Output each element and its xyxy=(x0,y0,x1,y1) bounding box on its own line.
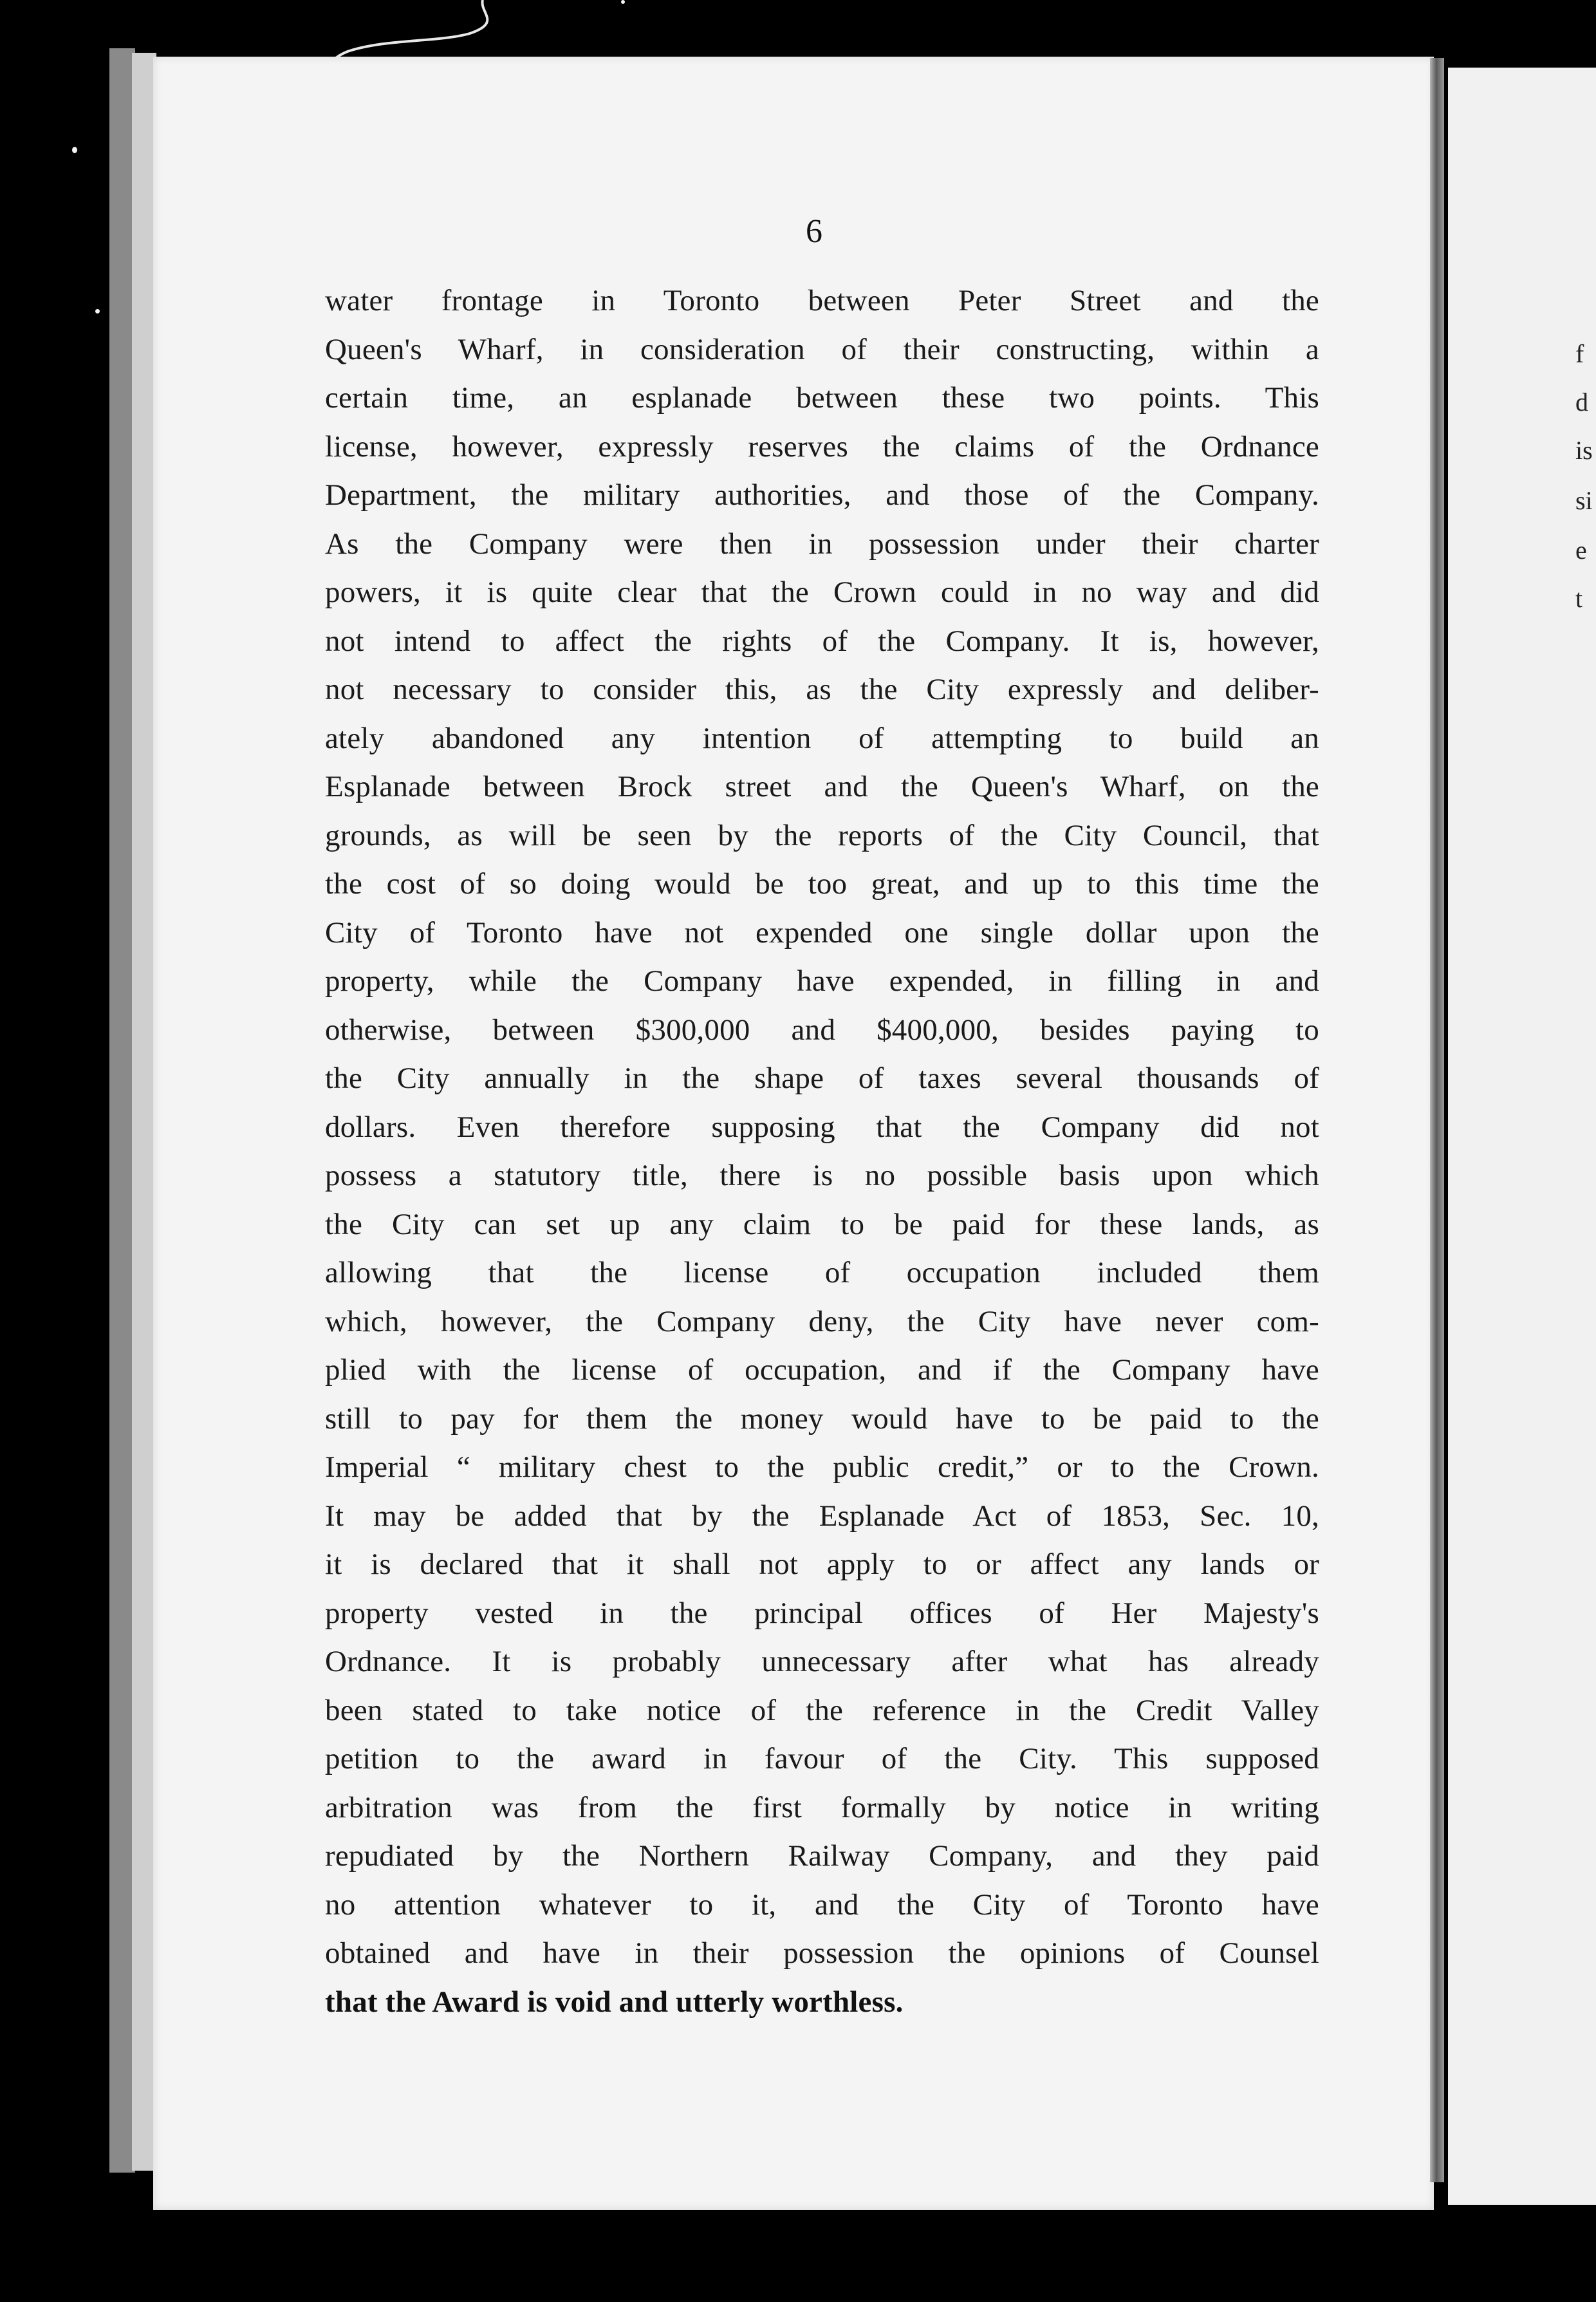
text-line: not intend to affect the rights of the Company. It is, however, xyxy=(325,624,1319,658)
text-line: Imperial “ military chest to the public credit,” or to the Crown. xyxy=(325,1450,1319,1484)
page-stack-edge xyxy=(109,48,135,2173)
page-number: 6 xyxy=(806,213,822,250)
text-line: which, however, the Company deny, the City have never com- xyxy=(325,1304,1319,1338)
text-line: still to pay for them the money would have to be paid to the xyxy=(325,1401,1319,1436)
text-line: powers, it is quite clear that the Crown could in no way and did xyxy=(325,576,1319,609)
scan-speck xyxy=(72,147,77,153)
body-text xyxy=(325,277,1319,2026)
text-line: City of Toronto have not expended one single dollar upon the xyxy=(325,915,1319,950)
text-line: not necessary to consider this, as the City expressly and deliber- xyxy=(325,673,1319,706)
text-line: As the Company were then in possession under their charter xyxy=(325,527,1319,561)
text-line: water frontage in Toronto between Peter Street and the xyxy=(325,284,1319,317)
text-line: it is declared that it shall not apply to or affect any lands or xyxy=(325,1548,1319,1581)
text-line: grounds, as will be seen by the reports of the City Council, that xyxy=(325,818,1319,852)
text-line: possess a statutory title, there is no possible basis upon which xyxy=(325,1159,1319,1192)
facing-fragment: e xyxy=(1575,536,1587,565)
text-line: arbitration was from the first formally by notice in writing xyxy=(325,1790,1319,1824)
facing-fragment: si xyxy=(1575,486,1593,515)
text-line: certain time, an esplanade between these two points. This xyxy=(325,381,1319,415)
text-line: repudiated by the Northern Railway Company, and they paid xyxy=(325,1839,1319,1873)
facing-page xyxy=(1448,68,1596,2205)
text-line: property, while the Company have expended, in filling in and xyxy=(325,964,1319,998)
text-line: petition to the award in favour of the City. This supposed xyxy=(325,1742,1319,1775)
text-line: allowing that the license of occupation included them xyxy=(325,1256,1319,1289)
scan-speck xyxy=(621,0,625,4)
text-line: Ordnance. It is probably unnecessary after what has already xyxy=(325,1645,1319,1678)
text-line: been stated to take notice of the reference in the Credit Valley xyxy=(325,1693,1319,1727)
text-line: plied with the license of occupation, and if the Company have xyxy=(325,1353,1319,1387)
text-line: It may be added that by the Esplanade Act of 1853, Sec. 10, xyxy=(325,1499,1319,1533)
facing-fragment: t xyxy=(1575,584,1583,613)
facing-fragment: f xyxy=(1575,339,1584,368)
scan-speck xyxy=(95,309,100,313)
text-line: no attention whatever to it, and the City of Toronto have xyxy=(325,1887,1319,1922)
text-line: that the Award is void and utterly worthless. xyxy=(325,1985,904,2019)
text-line: dollars. Even therefore supposing that the Company did not xyxy=(325,1110,1319,1144)
text-line: otherwise, between $300,000 and $400,000, besides paying to xyxy=(325,1013,1319,1047)
facing-fragment: is xyxy=(1575,436,1593,465)
text-line: the cost of so doing would be too great, and up to this time the xyxy=(325,867,1319,901)
book-gutter xyxy=(1430,58,1444,2182)
facing-fragment: d xyxy=(1575,388,1588,416)
text-line: license, however, expressly reserves the claims of the Ordnance xyxy=(325,429,1319,463)
text-line: Esplanade between Brock street and the Queen's Wharf, on the xyxy=(325,770,1319,803)
text-line: obtained and have in their possession the opinions of Counsel xyxy=(325,1936,1319,1970)
text-line: Queen's Wharf, in consideration of their constructing, within a xyxy=(325,332,1319,366)
text-line: property vested in the principal offices of Her Majesty's xyxy=(325,1596,1319,1630)
text-line: ately abandoned any intention of attempting to build an xyxy=(325,721,1319,755)
text-line: the City can set up any claim to be paid for these lands, as xyxy=(325,1207,1319,1241)
text-line: Department, the military authorities, and those of the Company. xyxy=(325,478,1319,512)
text-line: the City annually in the shape of taxes several thousands of xyxy=(325,1062,1319,1095)
